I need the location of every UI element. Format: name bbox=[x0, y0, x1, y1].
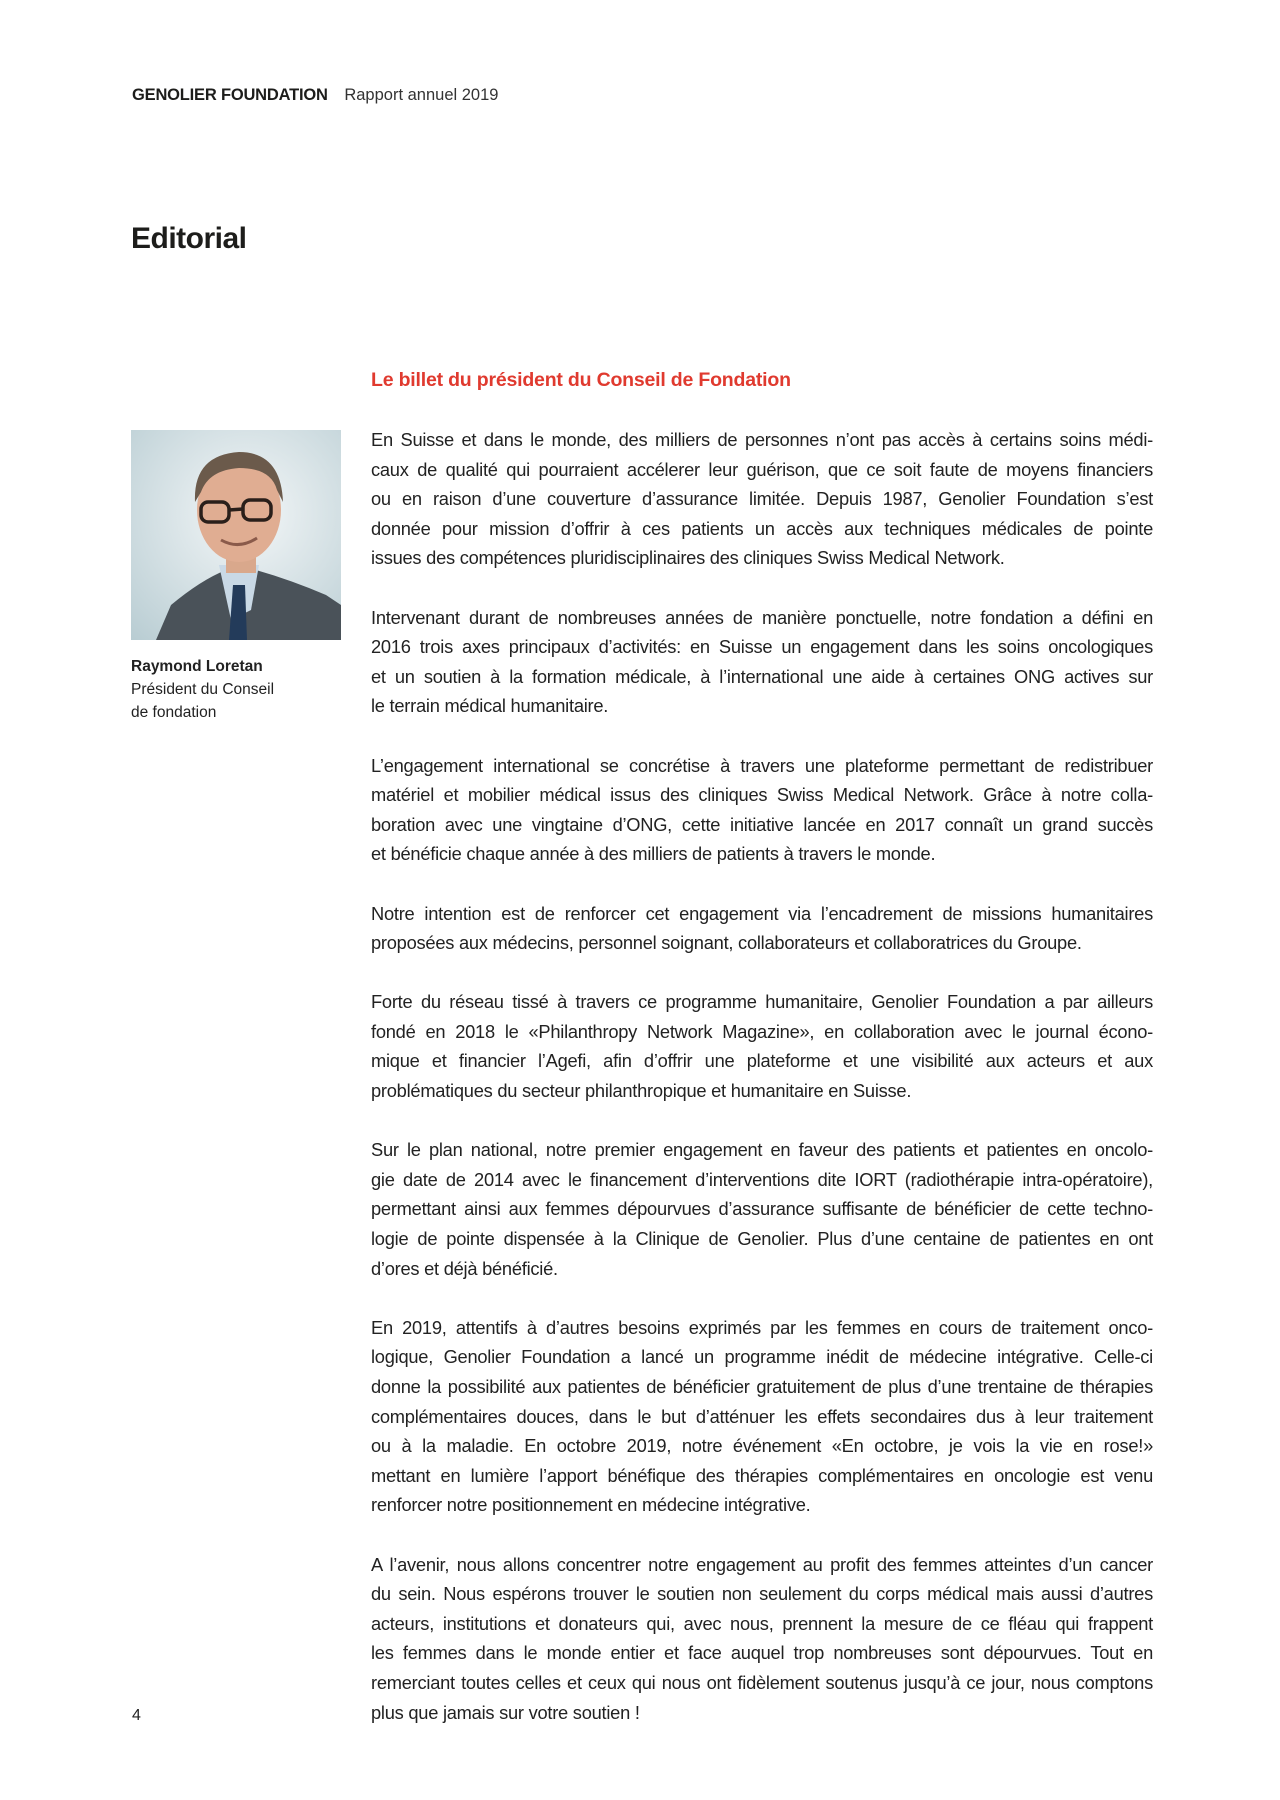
section-heading: Le billet du président du Conseil de Fondation bbox=[371, 369, 791, 391]
text-line: L’engagement international se concrétise à travers une plateforme permettant de redistribuer bbox=[371, 754, 1153, 776]
text-line: gie date de 2014 avec le financement d’interventions dite IORT (radiothérapie intra-opératoire), bbox=[371, 1168, 1153, 1190]
text-line: proposées aux médecins, personnel soignant, collaborateurs et collaboratrices du Groupe. bbox=[371, 932, 1082, 954]
text-line: matériel et mobilier médical issus des cliniques Swiss Medical Network. Grâce à notre colla- bbox=[371, 784, 1153, 806]
text-line: logie de pointe dispensée à la Clinique de Genolier. Plus d’une centaine de patientes en ont bbox=[371, 1228, 1153, 1250]
page-title: Editorial bbox=[131, 222, 247, 255]
text-line: A l’avenir, nous allons concentrer notre engagement au profit des femmes atteintes d’un cancer bbox=[371, 1553, 1153, 1575]
text-line: remerciant toutes celles et ceux qui nous ont fidèlement soutenus jusqu’à ce jour, nous comptons bbox=[371, 1671, 1153, 1693]
text-line: ou en raison d’une couverture d’assurance limitée. Depuis 1987, Genolier Foundation s’est bbox=[371, 488, 1153, 510]
portrait-image bbox=[131, 430, 341, 640]
text-line: le terrain médical humanitaire. bbox=[371, 695, 609, 717]
running-header bbox=[132, 86, 498, 105]
text-line: Forte du réseau tissé à travers ce programme humanitaire, Genolier Foundation a par ailleurs bbox=[371, 991, 1153, 1013]
text-line: donne la possibilité aux patientes de bénéficier gratuitement de plus d’une trentaine de thérapies bbox=[371, 1376, 1153, 1397]
text-line: renforcer notre positionnement en médecine intégrative. bbox=[371, 1494, 811, 1516]
paragraph bbox=[371, 1135, 1153, 1283]
text-line: d’ores et déjà bénéficié. bbox=[371, 1257, 558, 1279]
text-line: les femmes dans le monde entier et face auquel trop nombreuses sont dépourvues. Tout en bbox=[371, 1642, 1153, 1664]
header-subtitle: Rapport annuel 2019 bbox=[344, 86, 499, 104]
text-line: caux de qualité qui pourraient accélerer leur guérison, que ce soit faute de moyens financiers bbox=[371, 458, 1153, 480]
text-line: boration avec une vingtaine d’ONG, cette initiative lancée en 2017 connaît un grand succès bbox=[371, 813, 1153, 835]
portrait-photo bbox=[131, 430, 341, 640]
text-line: ou à la maladie. En octobre 2019, notre événement «En octobre, je vois la vie en rose!» bbox=[371, 1435, 1153, 1457]
text-line: En Suisse et dans le monde, des milliers de personnes n’ont pas accès à certains soins médi- bbox=[371, 429, 1153, 450]
text-line: et bénéficie chaque année à des milliers de patients à travers le monde. bbox=[371, 843, 936, 865]
text-line: logique, Genolier Foundation a lancé un programme inédit de médecine intégrative. Celle-ci bbox=[371, 1346, 1153, 1368]
paragraph bbox=[371, 751, 1153, 869]
portrait-role-line2: de fondation bbox=[131, 704, 217, 721]
portrait-caption bbox=[131, 655, 274, 724]
paragraph bbox=[371, 1313, 1153, 1520]
page-number: 4 bbox=[132, 1707, 141, 1724]
paragraph bbox=[371, 987, 1153, 1105]
text-line: donnée pour mission d’offrir à ces patients un accès aux techniques médicales de pointe bbox=[371, 517, 1153, 539]
paragraph bbox=[371, 899, 1153, 958]
text-line: Intervenant durant de nombreuses années de manière ponctuelle, notre fondation a défini en bbox=[371, 606, 1153, 628]
text-line: mettant en lumière l’apport bénéfique des thérapies complémentaires en oncologie est venu bbox=[371, 1464, 1153, 1486]
text-line: fondé en 2018 le «Philanthropy Network Magazine», en collaboration avec le journal écono- bbox=[371, 1020, 1153, 1042]
text-line: permettant ainsi aux femmes dépourvues d’assurance suffisante de bénéficier de cette techno- bbox=[371, 1198, 1153, 1220]
text-line: mique et financier l’Agefi, afin d’offrir une plateforme et une visibilité aux acteurs et aux bbox=[371, 1050, 1153, 1072]
text-line: issues des compétences pluridisciplinaires des cliniques Swiss Medical Network. bbox=[371, 547, 1005, 569]
text-line: et un soutien à la formation médicale, à l’international une aide à certaines ONG actives sur bbox=[371, 665, 1153, 687]
paragraph bbox=[371, 425, 1153, 573]
text-line: acteurs, institutions et donateurs qui, avec nous, prennent la mesure de ce fléau qui frappent bbox=[371, 1612, 1153, 1634]
text-line: 2016 trois axes principaux d’activités: en Suisse un engagement dans les soins oncologiques bbox=[371, 636, 1153, 658]
portrait-role-line1: Président du Conseil bbox=[131, 681, 275, 698]
text-line: Notre intention est de renforcer cet engagement via l’encadrement de missions humanitaires bbox=[371, 902, 1153, 924]
text-line: Sur le plan national, notre premier engagement en faveur des patients et patientes en oncolo- bbox=[371, 1139, 1153, 1161]
text-line: problématiques du secteur philanthropique et humanitaire en Suisse. bbox=[371, 1080, 912, 1102]
portrait-name: Raymond Loretan bbox=[131, 658, 263, 675]
header-brand: GENOLIER FOUNDATION bbox=[132, 86, 328, 104]
text-line: plus que jamais sur votre soutien ! bbox=[371, 1701, 640, 1723]
text-line: du sein. Nous espérons trouver le soutien non seulement du corps médical mais aussi d’autres bbox=[371, 1583, 1153, 1605]
text-line: complémentaires douces, dans le but d’atténuer les effets secondaires dus à leur traitement bbox=[371, 1405, 1153, 1427]
editorial-body bbox=[371, 425, 1153, 1757]
paragraph bbox=[371, 603, 1153, 721]
text-line: En 2019, attentifs à d’autres besoins exprimés par les femmes en cours de traitement onco- bbox=[371, 1316, 1153, 1338]
paragraph bbox=[371, 1550, 1153, 1728]
